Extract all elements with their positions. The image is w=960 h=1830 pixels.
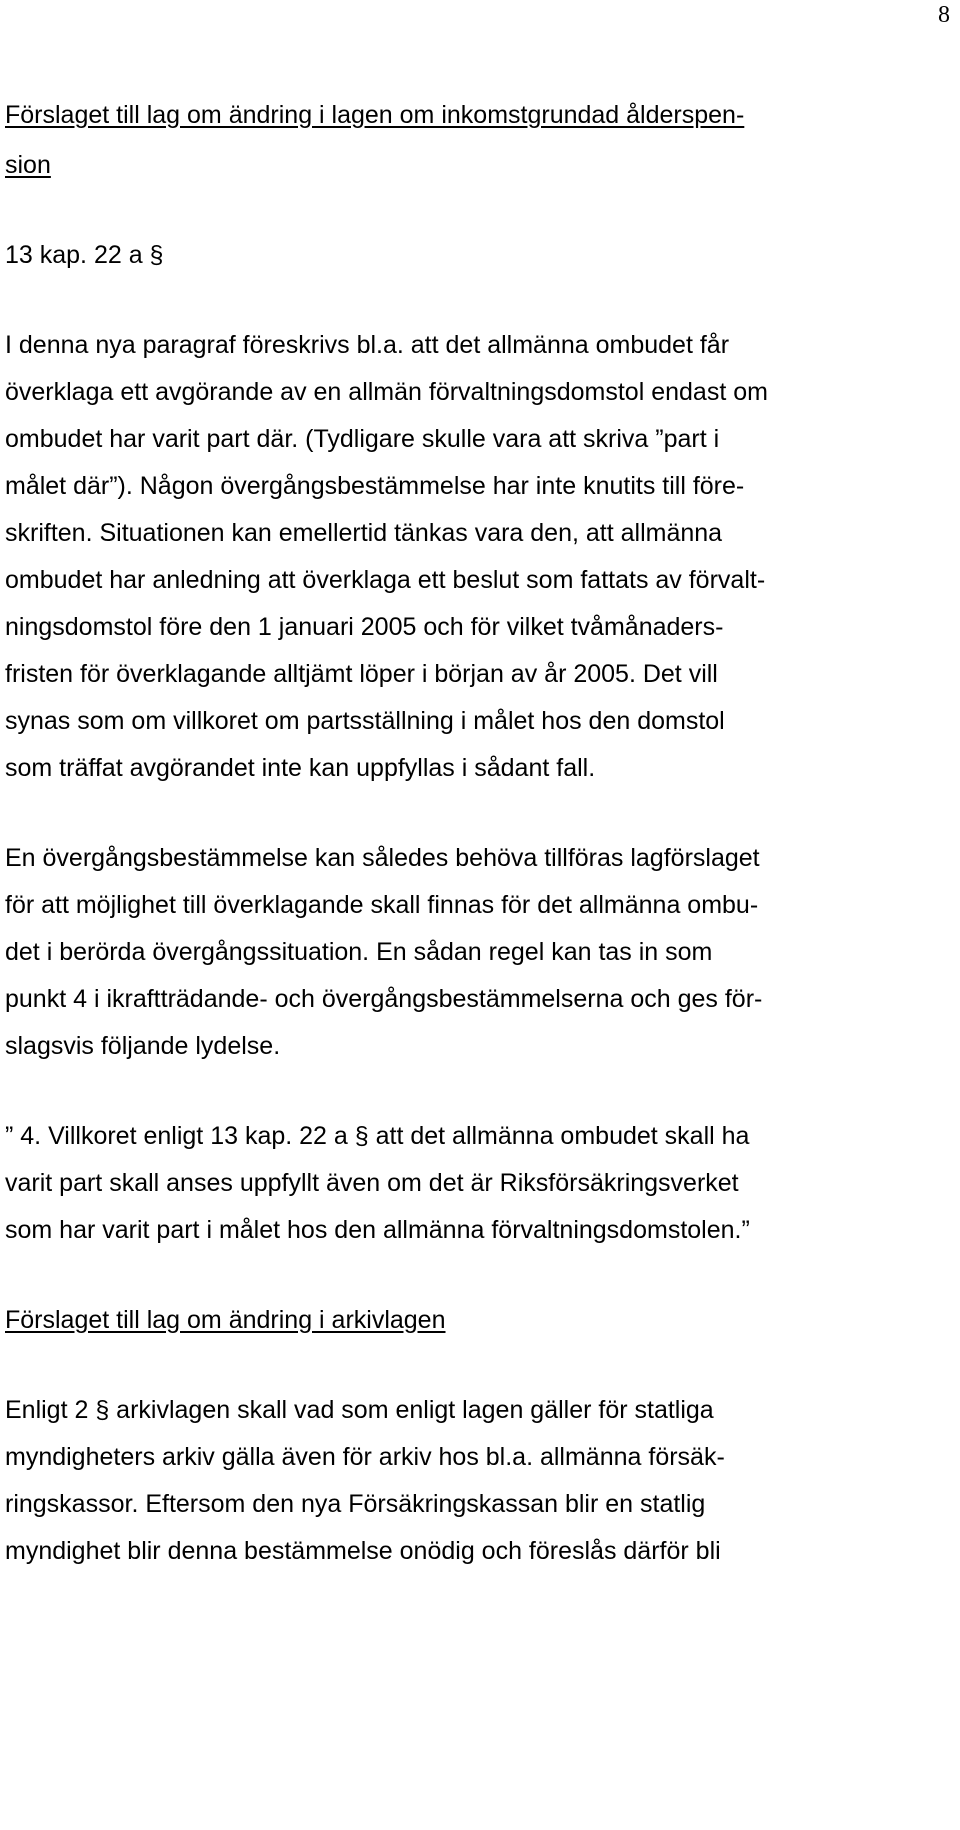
text-line: det i berörda övergångssituation. En sådan regel kan tas in som: [5, 938, 713, 966]
text-line: fristen för överklagande alltjämt löper i början av år 2005. Det vill: [5, 660, 718, 688]
text-line: punkt 4 i ikraftträdande- och övergångsbestämmelserna och ges för-: [5, 985, 763, 1013]
quote-line: som har varit part i målet hos den allmänna förvaltningsdomstolen.”: [5, 1216, 750, 1244]
text-line: En övergångsbestämmelse kan således behöva tillföras lagförslaget: [5, 844, 760, 872]
text-line: ringskassor. Eftersom den nya Försäkringskassan blir en statlig: [5, 1490, 706, 1518]
text-line: som träffat avgörandet inte kan uppfyllas i sådant fall.: [5, 754, 596, 782]
text-line: synas som om villkoret om partsställning i målet hos den domstol: [5, 707, 725, 735]
page-number: 8: [938, 2, 950, 28]
paragraph-reference: 13 kap. 22 a §: [5, 241, 164, 269]
text-line: myndighet blir denna bestämmelse onödig och föreslås därför bli: [5, 1537, 721, 1565]
text-line: slagsvis följande lydelse.: [5, 1032, 281, 1060]
quote-line: varit part skall anses uppfyllt även om det är Riksförsäkringsverket: [5, 1169, 739, 1197]
text-line: målet där”). Någon övergångsbestämmelse har inte knutits till före-: [5, 472, 745, 500]
text-line: ombudet har varit part där. (Tydligare skulle vara att skriva ”part i: [5, 425, 720, 453]
text-line: Enligt 2 § arkivlagen skall vad som enligt lagen gäller för statliga: [5, 1396, 714, 1424]
text-line: överklaga ett avgörande av en allmän förvaltningsdomstol endast om: [5, 378, 768, 406]
section-heading: Förslaget till lag om ändring i arkivlagen: [5, 1306, 446, 1334]
quote-line: ” 4. Villkoret enligt 13 kap. 22 a § att det allmänna ombudet skall ha: [5, 1122, 750, 1150]
section-heading: Förslaget till lag om ändring i lagen om inkomstgrundad ålderspen-: [5, 101, 745, 129]
section-heading: sion: [5, 151, 51, 179]
text-line: skriften. Situationen kan emellertid tänkas vara den, att allmänna: [5, 519, 723, 547]
text-line: ningsdomstol före den 1 januari 2005 och för vilket tvåmånaders-: [5, 613, 724, 641]
text-line: ombudet har anledning att överklaga ett beslut som fattats av förvalt-: [5, 566, 766, 594]
text-line: för att möjlighet till överklagande skall finnas för det allmänna ombu-: [5, 891, 759, 919]
text-line: I denna nya paragraf föreskrivs bl.a. att det allmänna ombudet får: [5, 331, 730, 359]
text-line: myndigheters arkiv gälla även för arkiv hos bl.a. allmänna försäk-: [5, 1443, 725, 1471]
